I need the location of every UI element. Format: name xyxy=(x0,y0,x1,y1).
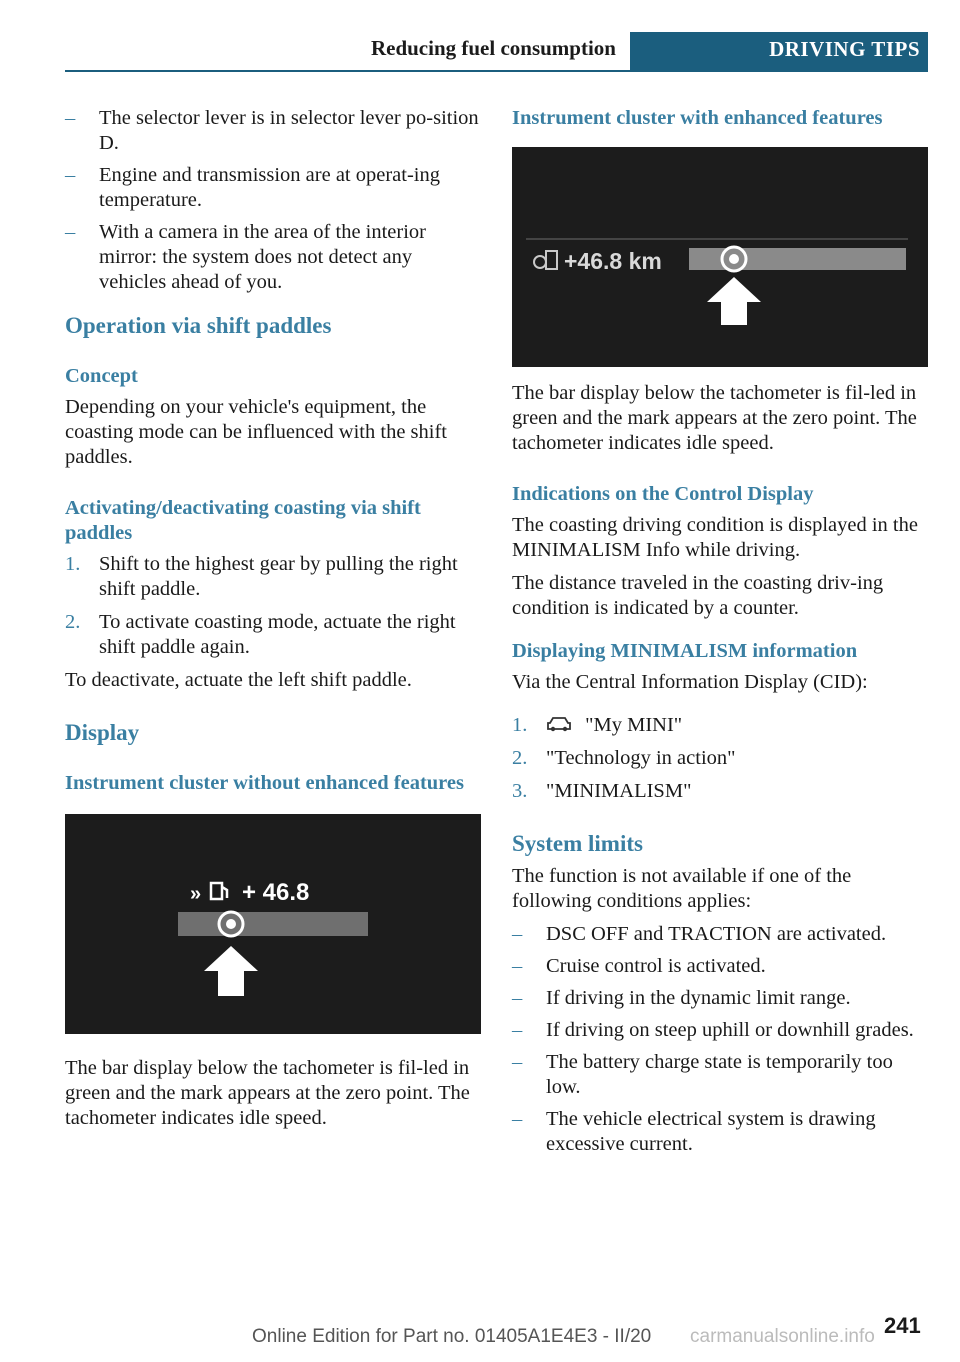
cluster-illustration-enhanced xyxy=(512,147,928,367)
heading-system-limits: System limits xyxy=(512,831,643,856)
menu-step-item xyxy=(512,746,928,771)
coasting-chevrons-icon: » xyxy=(190,883,202,905)
cluster-figure-enhanced xyxy=(512,147,928,367)
step-item xyxy=(65,610,481,660)
fuel-pump-icon xyxy=(211,883,227,899)
fuel-pump-icon xyxy=(534,251,557,269)
cluster-illustration xyxy=(65,814,481,1034)
step-text: "My MINI" xyxy=(585,714,683,736)
step-number: 1. xyxy=(512,714,528,736)
step-text: Shift to the highest gear by pulling the right shift paddle. xyxy=(99,553,458,600)
chapter-label: DRIVING TIPS xyxy=(769,37,920,61)
step-text: "Technology in action" xyxy=(546,747,736,769)
limit-item: – If driving in the dynamic limit range. xyxy=(512,986,928,1011)
step-text: To activate coasting mode, actuate the right shift paddle again. xyxy=(99,611,456,658)
heading-display: Display xyxy=(65,720,140,745)
via-cid-text: Via the Central Information Display (CID): xyxy=(512,671,868,693)
distance-value: + 46.8 xyxy=(242,879,310,906)
heading-concept: Concept xyxy=(65,365,138,387)
car-icon xyxy=(546,715,572,733)
limit-item: – If driving on steep uphill or downhill grades. xyxy=(512,1018,928,1043)
control-text-1: The coasting driving condition is displayed in the MINIMALISM Info while driving. xyxy=(512,514,918,561)
condition-item: – With a camera in the area of the interior mirror: the system does not detect any vehicles ahead of you. xyxy=(65,220,481,295)
edition-footer: Online Edition for Part no. 01405A1E4E3 - II/20 xyxy=(252,1326,652,1347)
step-number: 2. xyxy=(512,747,528,769)
limit-item: – The battery charge state is temporarily too low. xyxy=(512,1050,928,1100)
step-text: "MINIMALISM" xyxy=(546,780,692,802)
heading-without-enhanced: Instrument cluster without enhanced features xyxy=(65,772,464,794)
heading-minimalism: Displaying MINIMALISM information xyxy=(512,640,858,662)
concept-text: Depending on your vehicle's equipment, the coasting mode can be influenced with the shift paddles. xyxy=(65,396,447,468)
heading-operation: Operation via shift paddles xyxy=(65,313,332,338)
limit-item: – Cruise control is activated. xyxy=(512,954,928,979)
condition-item: – Engine and transmission are at operat-ing temperature. xyxy=(65,163,481,213)
watermark: carmanualsonline.info xyxy=(690,1326,875,1347)
figure-caption-left: The bar display below the tachometer is fil-led in green and the mark appears at the zero point. The tachometer indicates idle speed. xyxy=(65,1057,470,1129)
condition-item: – The selector lever is in selector lever po-sition D. xyxy=(65,106,481,156)
pointer-arrow-icon xyxy=(707,277,761,325)
step-number: 3. xyxy=(512,780,528,802)
running-header-chapter-tab xyxy=(630,32,928,70)
limit-item: – DSC OFF and TRACTION are activated. xyxy=(512,922,928,947)
limit-item: – The vehicle electrical system is drawing excessive current. xyxy=(512,1107,928,1157)
header-rule xyxy=(65,70,928,72)
figure-caption-right: The bar display below the tachometer is fil-led in green and the mark appears at the zero point. The tachometer indicates idle speed. xyxy=(512,382,917,454)
heading-control-display: Indications on the Control Display xyxy=(512,483,814,505)
running-header-section: Reducing fuel consumption xyxy=(370,36,616,60)
menu-step-item xyxy=(512,713,928,738)
menu-step-item xyxy=(512,779,928,804)
coasting-bar xyxy=(178,912,368,936)
step-number: 2. xyxy=(65,611,81,633)
right-column xyxy=(512,106,928,1164)
page-number: 241 xyxy=(884,1313,921,1338)
limits-intro: The function is not available if one of the following conditions applies: xyxy=(512,865,852,912)
heading-activate: Activating/deactivating coasting via shift paddles xyxy=(65,497,421,544)
step-number: 1. xyxy=(65,553,81,575)
control-text-2: The distance traveled in the coasting driv-ing condition is indicated by a counter. xyxy=(512,572,884,619)
heading-with-enhanced: Instrument cluster with enhanced features xyxy=(512,107,883,129)
left-column xyxy=(65,106,481,1139)
cluster-figure-basic xyxy=(65,814,481,1034)
step-item xyxy=(65,552,481,602)
distance-value: +46.8 km xyxy=(564,248,662,274)
pointer-arrow-icon xyxy=(204,946,258,996)
deactivate-text: To deactivate, actuate the left shift paddle. xyxy=(65,669,412,691)
